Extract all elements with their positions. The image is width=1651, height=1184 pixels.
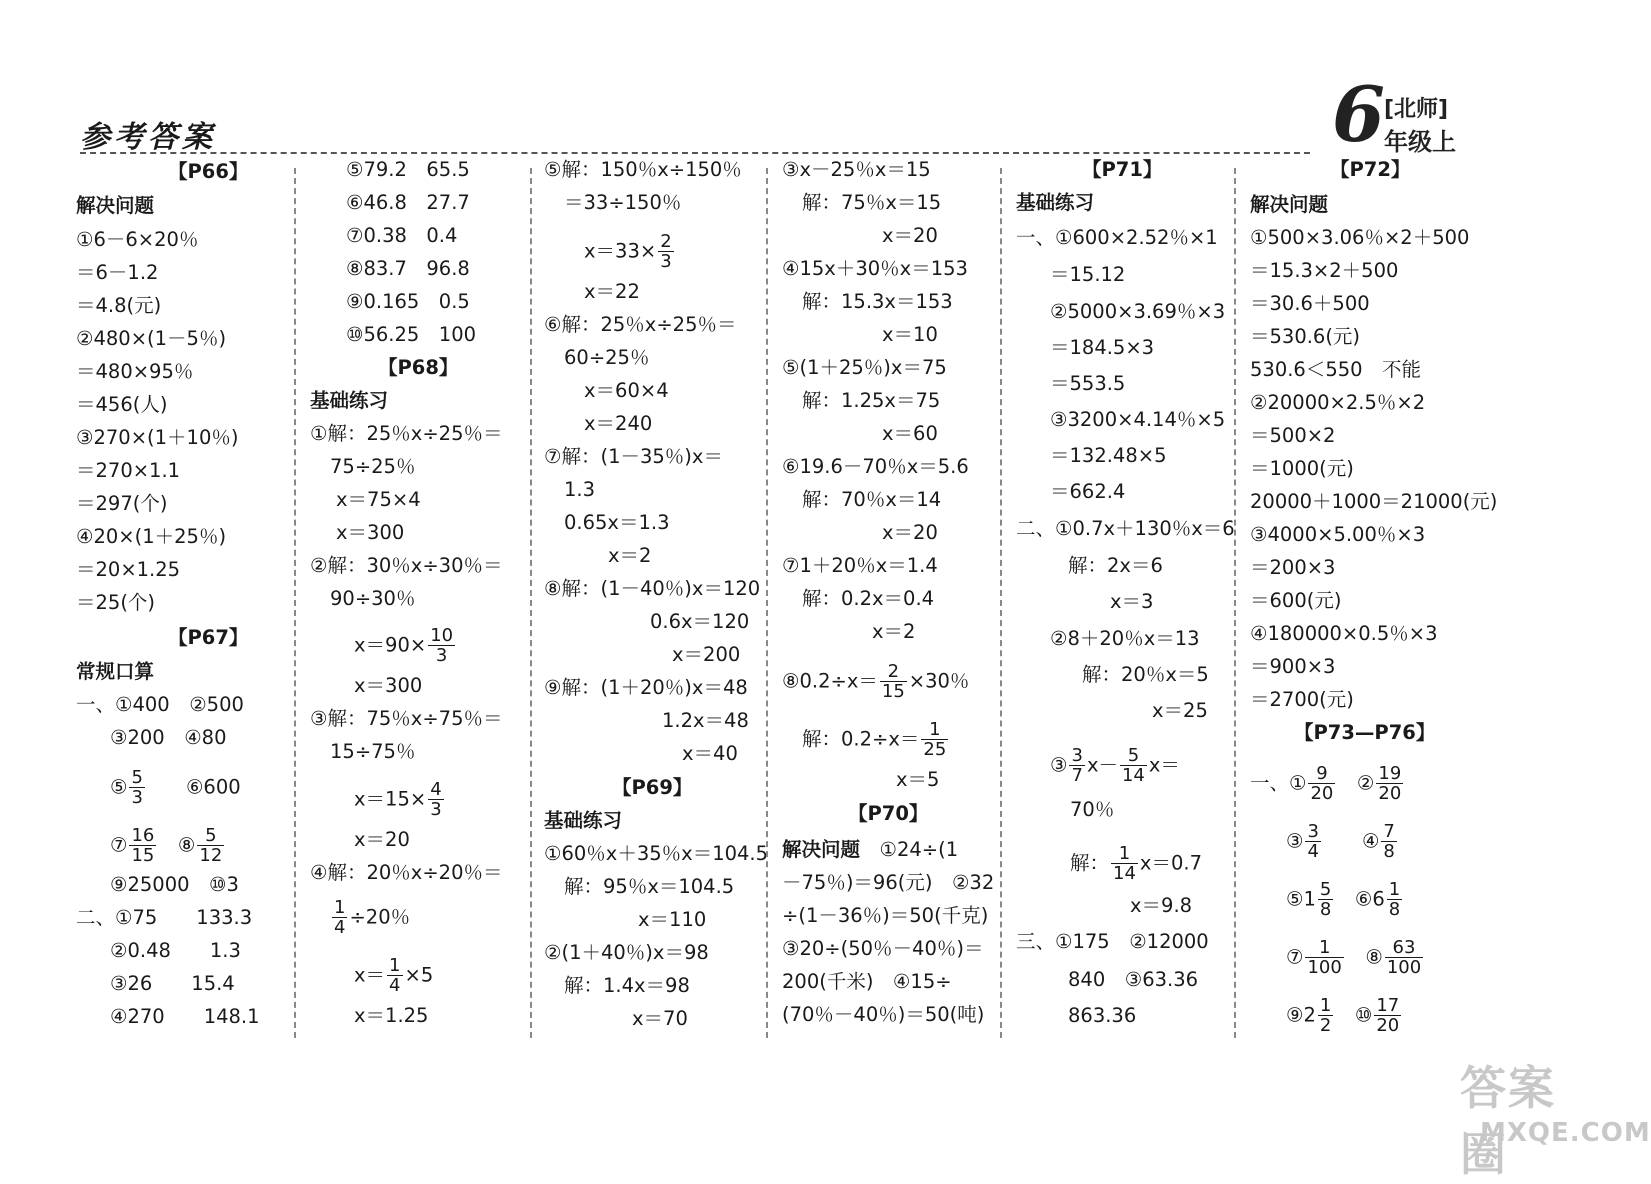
text-segment: ×30％ [908, 669, 970, 693]
page-heading: 【P66】 [168, 160, 249, 183]
answer-line [1286, 821, 1399, 862]
answer-line: ＝456(人) [76, 393, 168, 416]
answer-line: ＝900×3 [1250, 655, 1336, 678]
text-segment: ④ [1322, 829, 1380, 853]
answer-line: ＝600(元) [1250, 589, 1342, 612]
text-segment: ⑩ [1335, 1003, 1373, 1027]
answer-line: ＝500×2 [1250, 424, 1336, 447]
fraction [921, 721, 948, 759]
answer-line [782, 837, 958, 863]
answer-line: x＝200 [672, 643, 741, 666]
numerator: 16 [131, 825, 155, 846]
section-label: 常规口算 [76, 660, 155, 683]
answer-line: ④180000×0.5％×3 [1250, 622, 1438, 645]
answer-line: ⑦0.38 0.4 [346, 224, 458, 247]
page-title: 参考答案 [80, 120, 216, 155]
answer-line: 解：20％x＝5 [1082, 663, 1209, 686]
answer-line: ⑨解：(1＋20％)x＝48 [544, 676, 748, 699]
answer-line: ④解：20％x÷20％＝ [310, 861, 503, 884]
answer-line: ⑨25000 ⑩3 [110, 873, 239, 896]
answer-line [802, 719, 950, 760]
answer-line [1070, 843, 1202, 884]
text-segment: 一、① [1250, 771, 1307, 795]
answer-line: ②5000×3.69％×3 [1050, 300, 1226, 323]
answer-line: ③26 15.4 [110, 972, 235, 995]
text-segment: ⑥600 [146, 775, 241, 799]
answer-line: ②解：30％x÷30％＝ [310, 554, 503, 577]
text-segment: x＝33× [584, 239, 657, 263]
fraction [428, 781, 443, 819]
denominator: 3 [660, 251, 672, 272]
answer-line: ③3200×4.14％×5 [1050, 408, 1226, 431]
answer-line: ③20÷(50％－40％)＝ [782, 937, 984, 960]
header-divider [80, 152, 1310, 154]
section-label: 基础练习 [544, 809, 623, 832]
answer-line: ＝270×1.1 [76, 459, 181, 482]
section-label: 基础练习 [310, 389, 389, 412]
answer-line: 解：1.4x＝98 [564, 974, 690, 997]
answer-line: ⑩56.25 100 [346, 323, 477, 346]
answer-line: x＝5 [896, 768, 940, 791]
denominator: 14 [1113, 863, 1136, 884]
numerator: 5 [197, 827, 224, 846]
fraction [658, 233, 673, 271]
fraction [1308, 765, 1335, 803]
answer-column-5 [1002, 158, 1235, 1040]
answer-line [584, 231, 676, 272]
answer-line: ＝553.5 [1050, 372, 1126, 395]
column-divider [294, 168, 296, 1038]
page-heading: 【P70】 [848, 802, 929, 825]
numerator: 2 [660, 231, 672, 252]
answer-line: 解：95％x＝104.5 [564, 875, 735, 898]
text-segment: ⑦ [1286, 945, 1304, 969]
text-segment: ⑧0.2÷x＝ [782, 669, 878, 693]
answer-column-2 [310, 160, 525, 1040]
fraction [332, 899, 347, 937]
answer-line: x＝1.25 [354, 1004, 429, 1027]
answer-line: ＝1000(元) [1250, 457, 1354, 480]
answer-line [354, 625, 457, 666]
fraction [1305, 823, 1320, 861]
answer-line: 二、①0.7x＋130％x＝6 [1016, 517, 1235, 540]
numerator: 17 [1376, 995, 1400, 1016]
answer-line: ＝297(个) [76, 492, 168, 515]
fraction [880, 663, 907, 701]
answer-line: x＝110 [638, 908, 707, 931]
answer-line: ＝33÷150％ [564, 191, 682, 214]
numerator: 5 [131, 767, 143, 788]
answer-line: x＝240 [584, 412, 653, 435]
answer-line: ＝184.5×3 [1050, 336, 1155, 359]
fraction [1374, 997, 1401, 1035]
text-segment: x＝0.7 [1139, 851, 1202, 875]
answer-line: ＝480×95％ [76, 360, 194, 383]
answer-line [1286, 937, 1425, 978]
text-segment: ⑧ [1345, 945, 1383, 969]
section-label: 基础练习 [1016, 191, 1095, 214]
denominator: 3 [430, 799, 442, 820]
answer-line: ＝20×1.25 [76, 558, 181, 581]
answer-line: x＝2 [872, 620, 916, 643]
answer-line: ⑧83.7 96.8 [346, 257, 470, 280]
fraction [129, 769, 144, 807]
answer-line: 0.6x＝120 [650, 610, 750, 633]
answer-line [1286, 879, 1404, 920]
answer-line: x＝60×4 [584, 379, 669, 402]
answer-column-6 [1236, 158, 1498, 1040]
answer-line: ①6－6×20％ [76, 228, 199, 251]
answer-line: 60÷25％ [564, 346, 650, 369]
answer-line: ⑤解：150％x÷150％ [544, 158, 742, 181]
numerator: 10 [430, 625, 454, 646]
answer-line: ＝2700(元) [1250, 688, 1354, 711]
answer-column-1 [76, 160, 286, 1040]
answer-line: ①解：25％x÷25％＝ [310, 422, 503, 445]
answer-line: ③200 ④80 [110, 726, 227, 749]
numerator: 4 [430, 779, 442, 800]
text-segment: ⑥6 [1335, 887, 1385, 911]
answer-line [1286, 995, 1403, 1036]
answer-line: ④270 148.1 [110, 1005, 260, 1028]
answer-line: ⑤(1＋25％)x＝75 [782, 356, 947, 379]
answer-line: ③解：75％x÷75％＝ [310, 707, 503, 730]
text-segment: ③ [1286, 829, 1304, 853]
answer-line [110, 767, 241, 808]
answer-line: 一、①400 ②500 [76, 693, 244, 716]
fraction [197, 827, 224, 865]
answer-line [354, 955, 434, 996]
answer-line: ＝15.3×2＋500 [1250, 259, 1399, 282]
answer-line: 解：70％x＝14 [802, 488, 942, 511]
numerator: 5 [1120, 747, 1147, 766]
answer-line: ③4000×5.00％×3 [1250, 523, 1426, 546]
text-segment: ×5 [404, 963, 434, 987]
numerator: 3 [1307, 821, 1319, 842]
numerator: 1 [921, 721, 948, 740]
text-segment: x－ [1086, 753, 1118, 777]
answer-line: 解：15.3x＝153 [802, 290, 953, 313]
answer-line: ÷(1－36％)＝50(千克) [782, 904, 989, 927]
denominator: 20 [1376, 1015, 1400, 1036]
answer-line [330, 897, 411, 938]
denominator: 15 [131, 845, 155, 866]
denominator: 14 [1121, 765, 1145, 786]
answer-line: x＝3 [1110, 590, 1154, 613]
numerator: 1 [1111, 845, 1138, 864]
answer-line: ⑥19.6－70％x＝5.6 [782, 455, 969, 478]
watermark-text: 答案圈 [1460, 1061, 1556, 1181]
numerator: 1 [1305, 939, 1343, 958]
watermark-logo [1440, 1052, 1651, 1181]
answer-line: x＝22 [584, 280, 640, 303]
denominator: 8 [1319, 899, 1332, 920]
answer-line: x＝20 [882, 224, 938, 247]
answer-line: x＝40 [682, 742, 738, 765]
numerator: 5 [1319, 879, 1332, 900]
answer-line: －75％)＝96(元) ②32 [782, 871, 995, 894]
text-segment: 解： [1070, 851, 1110, 875]
answer-line: x＝9.8 [1130, 894, 1193, 917]
answer-line: ⑦解：(1－35％)x＝ [544, 445, 723, 468]
answer-line: ①60％x＋35％x＝104.5 [544, 842, 769, 865]
answer-line: x＝2 [608, 544, 652, 567]
answer-line: x＝20 [354, 828, 410, 851]
text-segment: x＝ [354, 963, 386, 987]
numerator: 1 [389, 955, 401, 976]
numerator: 1 [1388, 879, 1401, 900]
denominator: 20 [1378, 783, 1402, 804]
answer-line: ③270×(1＋10％) [76, 426, 239, 449]
denominator: 4 [1307, 841, 1319, 862]
answer-line: ＝15.12 [1050, 263, 1126, 286]
fraction [1318, 997, 1333, 1035]
denominator: 7 [1071, 765, 1083, 786]
answer-line: 解：75％x＝15 [802, 191, 942, 214]
denominator: 8 [1388, 899, 1401, 920]
page-heading: 【P71】 [1082, 158, 1163, 181]
denominator: 100 [1307, 957, 1342, 978]
denominator: 4 [389, 975, 401, 996]
fraction [1387, 881, 1402, 919]
answer-line: ③x－25％x＝15 [782, 158, 931, 181]
answer-line: x＝300 [354, 674, 423, 697]
denominator: 2 [1319, 1015, 1332, 1036]
answer-line: ＝200×3 [1250, 556, 1336, 579]
answer-line: x＝60 [882, 422, 938, 445]
fraction [1305, 939, 1343, 977]
page-heading: 【P73—P76】 [1294, 721, 1436, 744]
answer-line: ⑦1＋20％x＝1.4 [782, 554, 938, 577]
answer-line: ②0.48 1.3 [110, 939, 241, 962]
answer-line: 840 ③63.36 [1068, 968, 1199, 991]
fraction [1069, 747, 1084, 785]
answer-line [782, 661, 970, 702]
answer-line: ＝530.6(元) [1250, 325, 1361, 348]
answer-line: 一、①600×2.52％×1 [1016, 226, 1218, 249]
text-segment: x＝ [1148, 753, 1180, 777]
answer-line: 90÷30％ [330, 587, 416, 610]
section-label: 解决问题 [1250, 193, 1329, 216]
answer-line [1250, 763, 1405, 804]
denominator: 12 [199, 845, 223, 866]
section-label: 解决问题 [76, 194, 155, 217]
fraction [428, 627, 455, 665]
text-segment: ⑤ [110, 775, 128, 799]
fraction [1111, 845, 1138, 883]
answer-line: ＝6－1.2 [76, 261, 159, 284]
denominator: 8 [1383, 841, 1395, 862]
grade-badge [1332, 70, 1472, 159]
text-segment: ⑨2 [1286, 1003, 1316, 1027]
fraction [387, 957, 402, 995]
answer-line [1050, 745, 1180, 786]
answer-line: 20000＋1000＝21000(元) [1250, 490, 1498, 513]
edition-label: [北师] [1384, 97, 1449, 122]
answer-line: 200(千米) ④15÷ [782, 970, 952, 993]
denominator: 100 [1386, 957, 1422, 978]
numerator: 19 [1378, 763, 1402, 784]
answer-line: ④20×(1＋25％) [76, 525, 227, 548]
text-segment: ①24÷(1 [860, 838, 959, 861]
answer-line: ⑧解：(1－40％)x＝120 [544, 577, 761, 600]
numerator: 7 [1383, 821, 1395, 842]
answer-line: 1.3 [564, 478, 596, 501]
fraction [1376, 765, 1403, 803]
answer-line: ⑨0.165 0.5 [346, 290, 470, 313]
answer-line: x＝300 [336, 521, 405, 544]
page-heading: 【P72】 [1330, 158, 1411, 181]
answer-line: ＝25(个) [76, 591, 156, 614]
text-segment: ③ [1050, 753, 1068, 777]
answer-line: 530.6＜550 不能 [1250, 358, 1422, 381]
denominator: 20 [1310, 783, 1334, 804]
fraction [129, 827, 156, 865]
answer-line: 75÷25％ [330, 455, 416, 478]
text-segment: ÷20％ [349, 905, 411, 929]
column-divider [530, 168, 532, 1038]
fraction [1385, 939, 1423, 977]
answer-line: ⑥解：25％x÷25％＝ [544, 313, 737, 336]
page-heading: 【P67】 [168, 626, 249, 649]
text-segment: 解：0.2÷x＝ [802, 727, 920, 751]
denominator: 3 [131, 787, 143, 808]
answer-line [110, 825, 226, 866]
numerator: 2 [880, 663, 907, 682]
answer-column-4 [768, 160, 994, 1040]
answer-line: ＝132.48×5 [1050, 444, 1167, 467]
grade-level-label: 年级上 [1384, 128, 1456, 156]
denominator: 3 [435, 645, 448, 666]
denominator: 15 [881, 681, 905, 702]
text-segment: ⑤1 [1286, 887, 1316, 911]
fraction [1381, 823, 1396, 861]
numerator: 1 [334, 897, 346, 918]
text-segment: ⑧ [158, 833, 196, 857]
section-label: 解决问题 [782, 838, 861, 861]
answer-line: 解：0.2x＝0.4 [802, 587, 935, 610]
answer-line: ②480×(1－5％) [76, 327, 227, 350]
answer-line: ②20000×2.5％×2 [1250, 391, 1426, 414]
numerator: 63 [1385, 939, 1423, 958]
answer-line: x＝20 [882, 521, 938, 544]
answer-line: 解：1.25x＝75 [802, 389, 941, 412]
denominator: 25 [923, 739, 947, 760]
denominator: 4 [334, 917, 346, 938]
page-heading: 【P68】 [378, 356, 459, 379]
answer-line: ②(1＋40％)x＝98 [544, 941, 709, 964]
numerator: 3 [1071, 745, 1083, 766]
fraction [1318, 881, 1333, 919]
answer-line: x＝70 [632, 1007, 688, 1030]
answer-line [354, 779, 446, 820]
answer-line: x＝10 [882, 323, 938, 346]
text-segment: ② [1337, 771, 1375, 795]
text-segment: x＝90× [354, 633, 427, 657]
numerator: 9 [1308, 765, 1335, 784]
answer-line: ⑤79.2 65.5 [346, 158, 470, 181]
answer-line: x＝25 [1152, 699, 1208, 722]
answer-line: 0.65x＝1.3 [564, 511, 670, 534]
answer-line: 解：2x＝6 [1068, 554, 1163, 577]
answer-line: ⑥46.8 27.7 [346, 191, 470, 214]
answer-line: ＝662.4 [1050, 480, 1126, 503]
numerator: 1 [1319, 995, 1332, 1016]
answer-line: 863.36 [1068, 1004, 1137, 1027]
answer-line: ＝30.6＋500 [1250, 292, 1370, 315]
answer-line: ＝4.8(元) [76, 294, 162, 317]
answer-line: 三、①175 ②12000 [1016, 930, 1209, 953]
answer-line: 1.2x＝48 [662, 709, 749, 732]
fraction [1120, 747, 1147, 785]
answer-line: (70％－40％)＝50(吨) [782, 1003, 985, 1026]
answer-column-3 [534, 158, 769, 1040]
answer-line: 70％ [1070, 798, 1115, 821]
text-segment: x＝15× [354, 787, 427, 811]
answer-line: 二、①75 133.3 [76, 906, 253, 929]
watermark-url: MXQE.COM [1480, 1118, 1651, 1148]
grade-number: 6 [1332, 70, 1385, 159]
answer-line: ①500×3.06％×2＋500 [1250, 226, 1470, 249]
answer-line: ②8＋20％x＝13 [1050, 627, 1200, 650]
answer-line: x＝75×4 [336, 488, 421, 511]
answer-line: 15÷75％ [330, 740, 416, 763]
page-heading: 【P69】 [612, 776, 693, 799]
text-segment: ⑦ [110, 833, 128, 857]
answer-line: ④15x＋30％x＝153 [782, 257, 968, 280]
